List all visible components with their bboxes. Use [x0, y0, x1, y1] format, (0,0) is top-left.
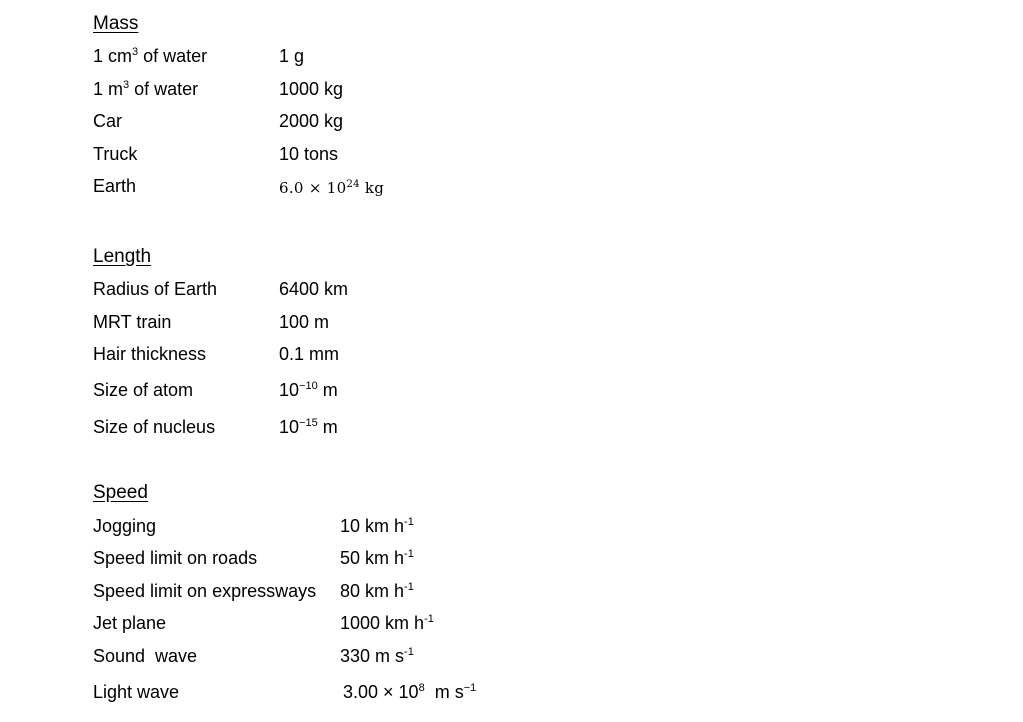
mass-label: 1 $cm^3$ of water [93, 46, 208, 66]
speed-value: $3.00 \times 10^8$ m $s^{-1}$ [343, 682, 477, 702]
length-value: 6400 km [279, 279, 349, 299]
mass-label: 1 $m^3$ of water [93, 79, 199, 99]
length-label: Size of atom [93, 380, 194, 400]
length-heading: Length [93, 246, 152, 267]
length-label: MRT train [93, 312, 172, 332]
speed-label: Speed limit on roads [93, 548, 258, 568]
mass-label: Truck [93, 144, 138, 164]
speed-value: 50 km $h^{-1}$ [340, 548, 414, 568]
speed-label: Speed limit on expressways [93, 581, 317, 601]
speed-heading: Speed [93, 482, 148, 503]
length-label: Size of nucleus [93, 417, 216, 437]
speed-label: Light wave [93, 682, 180, 702]
speed-label: Jet plane [93, 613, 167, 633]
speed-label: Jogging [93, 516, 157, 536]
speed-value: 330 m $s^{-1}$ [340, 646, 414, 666]
mass-value: 2000 kg [279, 111, 344, 131]
mass-heading: Mass [93, 13, 139, 34]
mass-label: Car [93, 111, 123, 131]
speed-label: Sound wave [93, 646, 198, 666]
speed-value: 10 km $h^{-1}$ [340, 516, 414, 536]
mass-value: 1 g [279, 46, 305, 66]
mass-value: $6.0 \times 10^{24}$ kg [279, 179, 385, 197]
length-value: $10^{-10}$ m [279, 380, 338, 400]
mass-label: Earth [93, 176, 137, 196]
length-value: 100 m [279, 312, 330, 332]
mass-value: 1000 kg [279, 79, 344, 99]
length-label: Radius of Earth [93, 279, 218, 299]
speed-value: 80 km $h^{-1}$ [340, 581, 414, 601]
speed-value: 1000 km $h^{-1}$ [340, 613, 434, 633]
length-value: $10^{-15}$ m [279, 417, 338, 437]
length-label: Hair thickness [93, 344, 207, 364]
mass-value: 10 tons [279, 144, 339, 164]
length-value: 0.1 mm [279, 344, 340, 364]
